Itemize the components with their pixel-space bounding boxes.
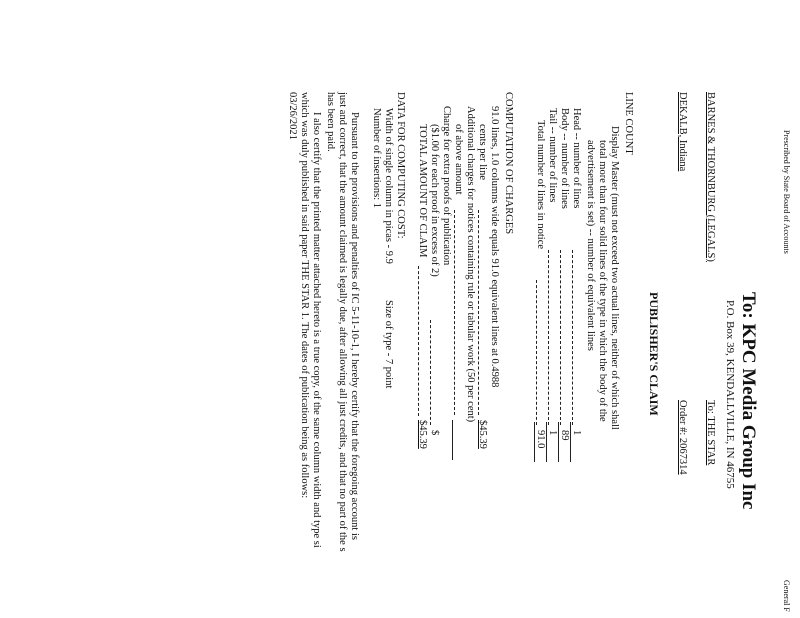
- total-lines-value: 91.0: [535, 430, 546, 449]
- additional-charges: Additional charges for notices containing rule or tabular work (50 per cent): [465, 106, 476, 423]
- total-value-underline: [534, 422, 535, 462]
- county-name: DEKALB, Indiana: [677, 92, 688, 172]
- certify-para2-line1: I also certify that the printed matter attached hereto is a true copy, of the same column width and type si: [311, 112, 322, 548]
- client-name: BARNES & THORNBURG (LEGALS): [705, 92, 716, 262]
- recipient-address: P.O. Box 39, KENDALLVILLE, IN 46755: [724, 300, 736, 489]
- tail-lines-label: Tail -- number of lines: [547, 108, 558, 203]
- newspaper-name: To: THE STAR: [705, 400, 716, 466]
- recipient-heading: To: KPC Media Group Inc: [738, 292, 759, 510]
- additional-charges-cont: of above amount: [453, 124, 464, 195]
- head-leader: [572, 250, 573, 425]
- certify-para1-line3: has been paid.: [325, 92, 336, 152]
- additional-value-underline: [452, 420, 453, 460]
- body-leader: [560, 250, 561, 425]
- insertions: Number of insertions: 1: [371, 108, 382, 209]
- head-value-underline: [570, 422, 571, 462]
- cost-heading: DATA FOR COMPUTING COST:: [395, 92, 406, 239]
- proofs-leader: [430, 320, 431, 425]
- body-lines-value: 89: [559, 430, 570, 441]
- body-value-underline: [558, 422, 559, 462]
- certify-para1-line1: Pursuant to the provisions and penalties of IC 5-11-10-1, I hereby certify that the foregoing account is: [349, 112, 360, 540]
- prescribed-note: Prescribed by State Board of Accounts: [782, 130, 791, 254]
- extra-proofs: Charge for extra proofs of publication: [441, 106, 452, 266]
- type-size: Size of type - 7 point: [383, 300, 394, 389]
- computation-rate: 91.0 lines, 1.0 columns wide equals 91.0 equivalent lines at 0.4988: [489, 106, 500, 388]
- certify-para2-line2: which was duly published in said paper THE STAR 1. The dates of publication being as follows:: [299, 92, 310, 499]
- order-number: Order #: 2067314: [677, 400, 688, 475]
- head-lines-label: Head -- number of lines: [571, 108, 582, 209]
- head-lines-value: 1: [571, 430, 582, 436]
- display-master-line-1: Display Master (must not exceed two actual lines, neither of which shall: [609, 126, 620, 430]
- form-number: General F: [782, 580, 791, 612]
- total-claim-label: TOTAL AMOUNT OF CLAIM: [417, 124, 428, 258]
- tail-lines-value: 1: [547, 430, 558, 436]
- claim-title: PUBLISHER'S CLAIM: [647, 292, 661, 416]
- line-charge-value: $45.39: [477, 420, 488, 449]
- certify-para1-line2: just and correct, that the amount claimed is legally due, after allowing all just credits, and that no part of the s: [337, 92, 348, 552]
- cents-leader: [478, 210, 479, 415]
- additional-leader: [454, 210, 455, 415]
- total-claim-leader: [418, 266, 419, 416]
- proofs-value: $: [429, 430, 440, 436]
- tail-value-underline: [546, 422, 547, 462]
- computation-heading: COMPUTATION OF CHARGES: [503, 92, 514, 235]
- display-master-line-2: total more than four solid lines of the type in which the body of the: [597, 140, 608, 422]
- body-lines-label: Body -- number of lines: [559, 108, 570, 209]
- total-lines-leader: [536, 280, 537, 425]
- display-master-line-3: advertisement is set) -- number of equivalent lines: [585, 140, 596, 351]
- computation-cents: cents per line: [477, 124, 488, 180]
- extra-proofs-rate: ($1.00 for each proof in excess of 2): [429, 124, 440, 277]
- total-claim-value: $45.39: [417, 420, 428, 449]
- publication-date: 03/26/2021: [287, 92, 298, 140]
- column-width: Width of single column in picas - 9.9: [383, 108, 394, 264]
- line-count-heading: LINE COUNT: [623, 92, 634, 155]
- total-lines-label: Total number of lines in notice: [535, 120, 546, 250]
- tail-leader: [548, 250, 549, 425]
